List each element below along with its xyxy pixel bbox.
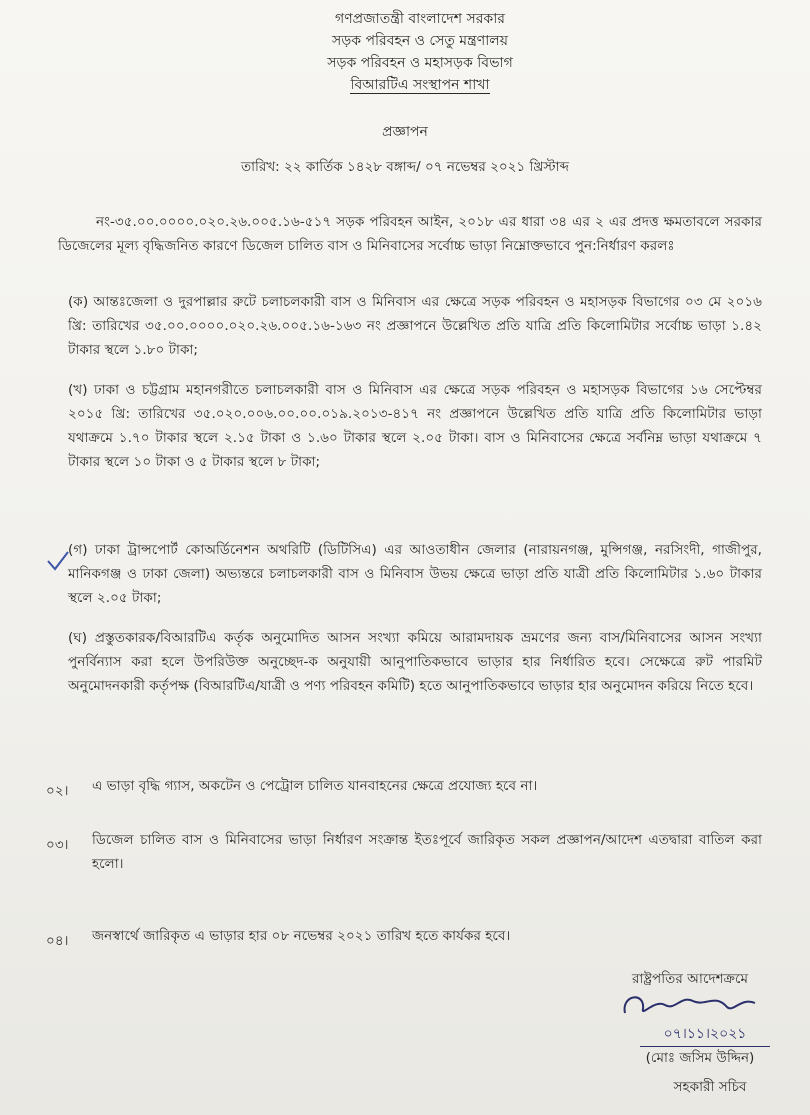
item-number: ০৩। [46,837,69,853]
signatory-designation: সহকারী সচিব [673,1079,747,1095]
item-text: ডিজেল চালিত বাস ও মিনিবাসের ভাড়া নির্ধারণ সংক্রান্ত ইতঃপূর্বে জারিকৃত সকল প্রজ্ঞাপন/আদেশ এতদ্বারা বাতিল করা হলো। [92,832,762,872]
signatory-name: (মোঃ জসিম উদ্দিন) [645,1050,755,1066]
govt-name: গণপ্রজাতন্ত্রী বাংলাদেশ সরকার [335,11,505,27]
document-title: প্রজ্ঞাপন [382,124,428,140]
signature-image [615,985,765,1025]
order-line: রাষ্ট্রপতির আদেশক্রমে [631,971,749,987]
item-text: জনস্বার্থে জারিকৃত এ ভাড়ার হার ০৮ নভেম্বর ২০২১ তারিখ হতে কার্যকর হবে। [92,928,511,944]
item-number: ০২। [46,783,69,799]
clause-gha: (ঘ) প্রস্তুতকারক/বিআরটিএ কর্তৃক অনুমোদিত আসন সংখ্যা কমিয়ে আরামদায়ক ভ্রমণের জন্য বাস/মিনিবাসের আসন সংখ্যা পুনর্বিন্যাস করা হলে উপরিউক্ত অনুচ্ছেদ-ক অনুযায়ী আনুপাতিকভাবে ভাড়ার হার নির্ধারিত হবে। সেক্ষেত্রে রুট পারমিট অনুমোদনকারী কর্তৃপক্ষ (বিআরটিএ/যাত্রী ও পণ্য পরিবহন কমিটি) হতে আনুপাতিকভাবে ভাড়ার হার অনুমোদন করিয়ে নিতে হবে। [68,630,762,694]
intro-paragraph: নং-৩৫.০০.০০০০.০২০.২৬.০০৫.১৬-৫১৭ সড়ক পরিবহন আইন, ২০১৮ এর ধারা ৩৪ এর ২ এর প্রদত্ত ক্ষমতাবলে সরকার ডিজেলের মূল্য বৃদ্ধিজনিত কারণে ডিজেল চালিত বাস ও মিনিবাসের সর্বোচ্চ ভাড়া নিম্নোক্তভাবে পুন:নির্ধারণ করলঃ [58,214,762,254]
section-name-text: বিআরটিএ সংস্থাপন শাখা [350,77,490,93]
item-text: এ ভাড়া বৃদ্ধি গ্যাস, অকটেন ও পেট্রোল চালিত যানবাহনের ক্ষেত্রে প্রযোজ্য হবে না। [92,778,538,794]
division-name: সড়ক পরিবহন ও মহাসড়ক বিভাগ [327,55,513,71]
clause-ka: (ক) আন্তঃজেলা ও দুরপাল্লার রুটে চলাচলকারী বাস ও মিনিবাস এর ক্ষেত্রে সড়ক পরিবহন ও মহাসড়ক বিভাগের ০৩ মে ২০১৬ খ্রি: তারিখের ৩৫.০০.০০০০.০২০.২৬.০০৫.১৬-১৬৩ নং প্রজ্ঞাপনে উল্লেখিত প্রতি যাত্রি প্রতি কিলোমিটার সর্বোচ্চ ভাড়া ১.৪২ টাকার স্থলে ১.৮০ টাকা; [68,294,762,358]
letterhead [0,8,810,96]
section-name [0,74,810,96]
ministry-name: সড়ক পরিবহন ও সেতু মন্ত্রণালয় [332,33,508,49]
item-number: ০৪। [46,933,69,949]
clause-ga: (গ) ঢাকা ট্রান্সপোর্ট কোঅর্ডিনেশন অথরিটি (ডিটিসিএ) এর আওতাধীন জেলার (নারায়নগঞ্জ, মুন্সিগঞ্জ, নরসিংদী, গাজীপুর, মানিকগঞ্জ ও ঢাকা জেলা) অভ্যন্তরে চলাচলকারী বাস ও মিনিবাস উভয় ক্ষেত্রে ভাড়া প্রতি যাত্রী প্রতি কিলোমিটার ১.৬০ টাকার স্থলে ২.০৫ টাকা; [68,542,762,606]
signature-date: ০৭।১১।২০২১ [640,1022,770,1047]
checkmark-icon [46,550,70,572]
clause-kha: (খ) ঢাকা ও চট্টগ্রাম মহানগরীতে চলাচলকারী বাস ও মিনিবাস এর ক্ষেত্রে সড়ক পরিবহন ও মহাসড়ক বিভাগের ১৬ সেপ্টেম্বর ২০১৫ খ্রি: তারিখের ৩৫.০২০.০০৬.০০.০০.০১৯.২০১৩-৪১৭ নং প্রজ্ঞাপনে উল্লেখিত প্রতি যাত্রি প্রতি কিলোমিটার ভাড়া যথাক্রমে ১.৭০ টাকার স্থলে ২.১৫ টাকা ও ১.৬০ টাকার স্থলে ২.০৫ টাকা। বাস ও মিনিবাসের ক্ষেত্রে সর্বনিম্ন ভাড়া যথাক্রমে ৭ টাকার স্থলে ১০ টাকা ও ৫ টাকার স্থলে ৮ টাকা; [68,382,762,470]
document-date: তারিখ: ২২ কার্তিক ১৪২৮ বঙ্গাব্দ/ ০৭ নভেম্বর ২০২১ খ্রিস্টাব্দ [240,159,569,175]
